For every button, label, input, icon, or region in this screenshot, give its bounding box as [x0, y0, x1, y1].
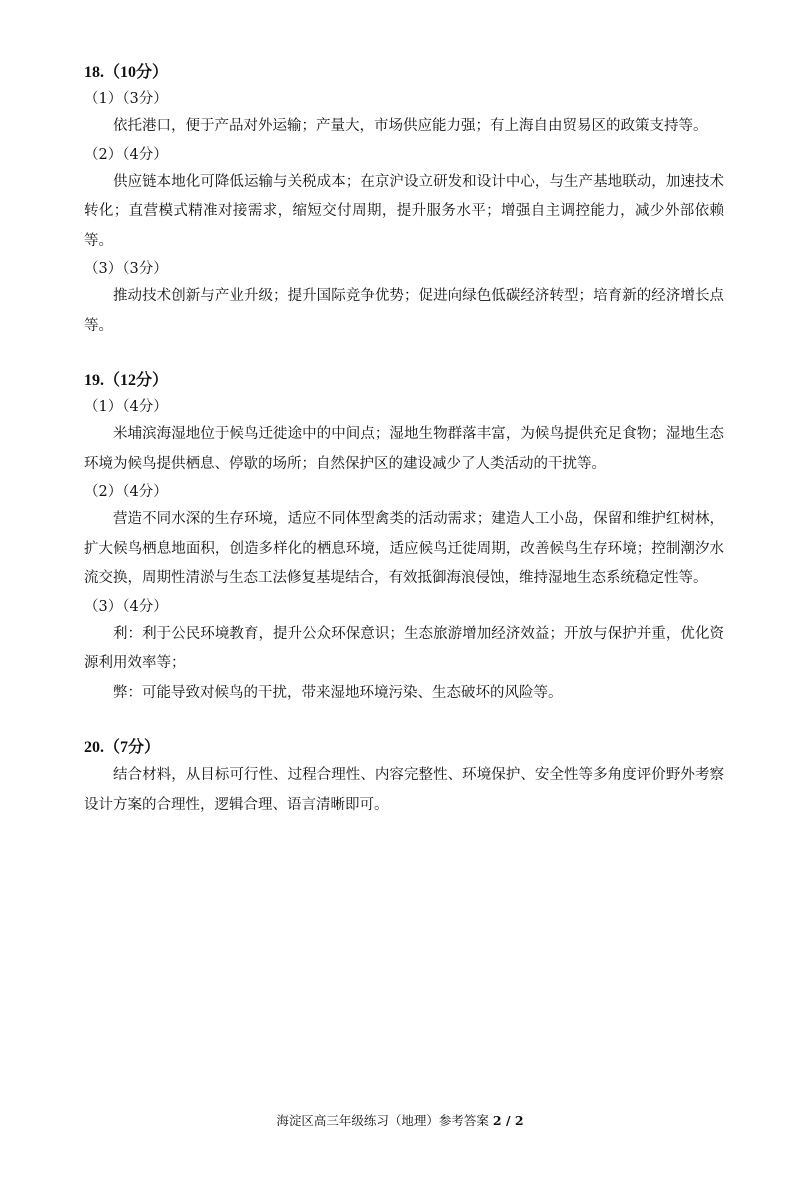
answer-paragraph: 营造不同水深的生存环境，适应不同体型禽类的活动需求；建造人工小岛，保留和维护红树林，扩大候鸟栖息地面积，创造多样化的栖息环境，适应候鸟迁徙周期，改善候鸟生存环境；控制潮汐水流交换，周期性清淤与生态工法修复基堤结合，有效抵御海浪侵蚀，维持湿地生态系统稳定性等。	[84, 511, 724, 586]
question-header: 18.（10分）	[84, 64, 169, 81]
answer-paragraph: 推动技术创新与产业升级；提升国际竞争优势；促进向绿色低碳经济转型；培育新的经济增长点等。	[84, 288, 724, 334]
answer-document	[84, 60, 724, 820]
question-header: 19.（12分）	[84, 372, 169, 389]
page-number: 2 / 2	[492, 1113, 524, 1128]
answer-paragraph: 供应链本地化可降低运输与关税成本；在京沪设立研发和设计中心，与生产基地联动，加速技术转化；直营模式精准对接需求，缩短交付周期，提升服务水平；增强自主调控能力，减少外部依赖等。	[84, 173, 724, 249]
answer-paragraph: 利：利于公民环境教育，提升公众环保意识；生态旅游增加经济效益；开放与保护并重，优化资源利用效率等；	[84, 625, 724, 671]
part-label: （3）（4分）	[84, 598, 168, 615]
question-header: 20.（7分）	[84, 739, 161, 756]
part-label: （3）（3分）	[84, 261, 168, 277]
part-label: （1）（4分）	[84, 399, 168, 415]
answer-paragraph: 结合材料，从目标可行性、过程合理性、内容完整性、环境保护、安全性等多角度评价野外考察设计方案的合理性，逻辑合理、语言清晰即可。	[84, 767, 724, 813]
part-label: （2）（4分）	[84, 484, 168, 500]
part-label: （1）（3分）	[84, 91, 168, 107]
part-label: （2）（4分）	[84, 146, 168, 163]
question-18	[84, 60, 724, 341]
answer-paragraph: 弊：可能导致对候鸟的干扰，带来湿地环境污染、生态破坏的风险等。	[113, 684, 563, 701]
question-20	[84, 735, 724, 820]
page-footer	[0, 1112, 800, 1130]
question-19	[84, 368, 724, 708]
answer-paragraph: 米埔滨海湿地位于候鸟迁徙途中的中间点；湿地生物群落丰富，为候鸟提供充足食物；湿地生态环境为候鸟提供栖息、停歇的场所；自然保护区的建设减少了人类活动的干扰等。	[84, 426, 724, 472]
footer-title: 海淀区高三年级练习（地理）参考答案	[276, 1113, 489, 1128]
answer-paragraph: 依托港口，便于产品对外运输；产量大，市场供应能力强；有上海自由贸易区的政策支持等。	[113, 118, 708, 134]
